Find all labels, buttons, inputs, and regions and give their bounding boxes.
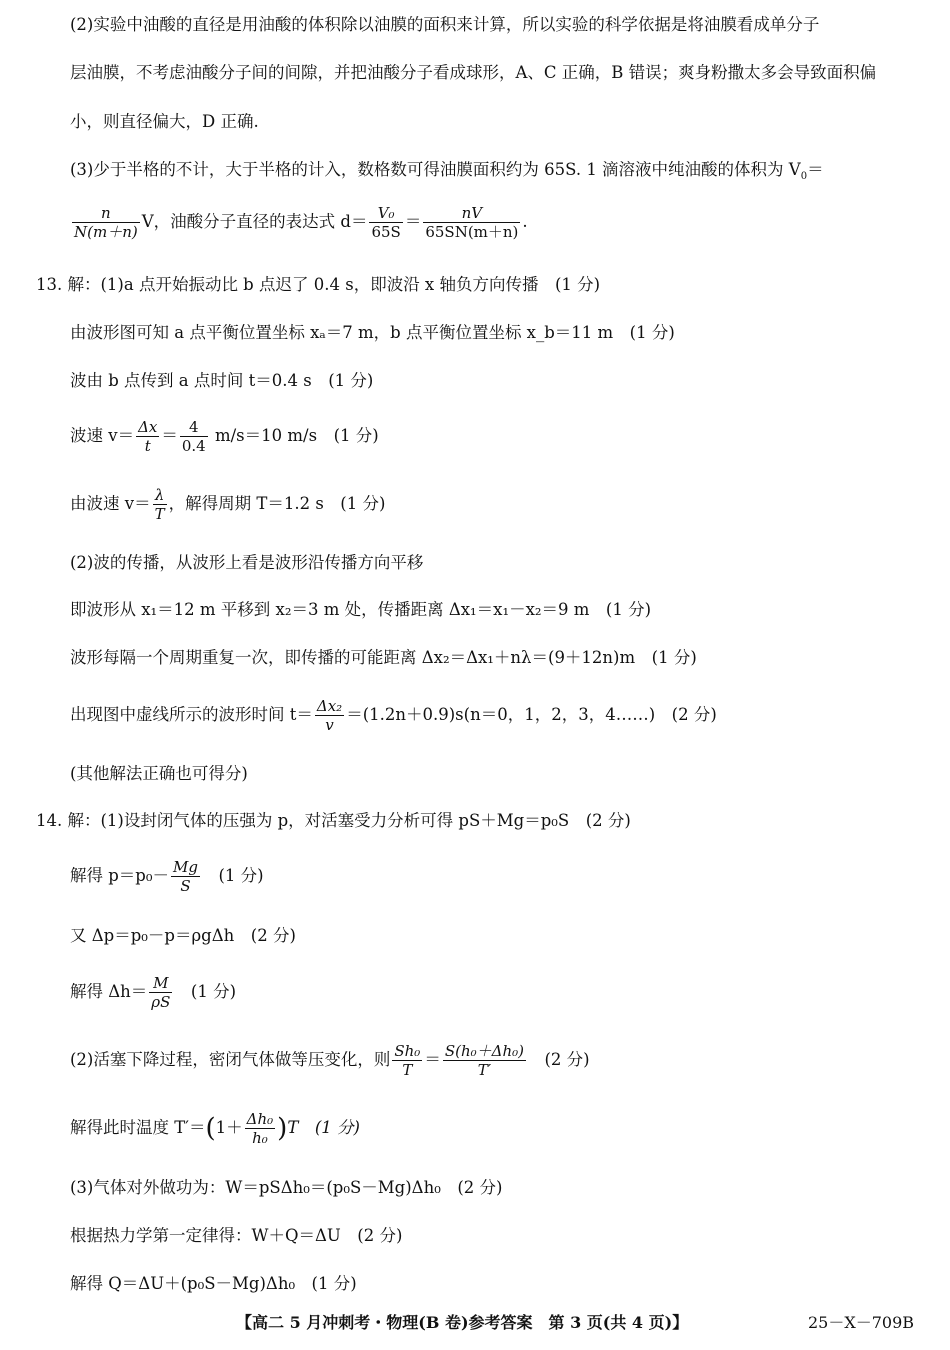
page-footer-title: 【高二 5 月冲刺考・物理(B 卷)参考答案 第 3 页(共 4 页)】: [236, 1313, 689, 1332]
pressure-label: 解得 p＝p₀－: [70, 866, 169, 885]
fraction-denominator: 65S: [371, 223, 401, 241]
answer12-part3-line2: [70, 204, 528, 241]
fraction-numerator: n: [72, 204, 140, 223]
one-plus: 1＋: [215, 1118, 243, 1137]
answer12-part3-equals: ＝: [807, 160, 824, 179]
time-result: ＝(1.2n＋0.9)s(n＝0，1，2，3，4……) (2 分): [346, 705, 717, 724]
open-paren: (: [205, 1113, 216, 1144]
answer14-line6: [70, 1110, 360, 1147]
time-label: 出现图中虚线所示的波形时间 t＝: [70, 705, 313, 724]
answer12-part3-text: (3)少于半格的不计，大于半格的计入，数格数可得油膜面积约为 65S. 1 滴溶液中纯油酸的体积为 V: [70, 160, 801, 179]
answer12-part2-line3: 小，则直径偏大，D 正确.: [70, 112, 259, 131]
fraction-denominator: T: [402, 1061, 413, 1079]
answer12-part3-subscript: 0: [800, 171, 808, 182]
fraction-denominator: N(m＋n): [74, 223, 138, 241]
period-label: 由波速 v＝: [70, 494, 151, 513]
answer12-part3-end: .: [522, 212, 528, 231]
fraction-denominator: h₀: [252, 1129, 268, 1147]
answer14-line9: 解得 Q＝ΔU＋(p₀S－Mg)Δh₀ (1 分): [70, 1274, 357, 1293]
answer12-part2-line1: (2)实验中油酸的直径是用油酸的体积除以油膜的面积来计算，所以实验的科学依据是将油膜看成单分子: [70, 15, 820, 34]
fraction-numerator: Δh₀: [246, 1110, 274, 1128]
fraction-numerator: S(h₀＋Δh₀): [444, 1042, 524, 1060]
answer13-note: (其他解法正确也可得分): [70, 764, 248, 783]
fraction-numerator: nV: [423, 204, 520, 223]
fraction-denominator: v: [325, 716, 334, 734]
close-paren: ): [277, 1113, 288, 1144]
temperature-score: T (1 分): [287, 1118, 360, 1137]
period-result: ，解得周期 T＝1.2 s (1 分): [168, 494, 386, 513]
answer12-part3-mid: V，油酸分子直径的表达式 d＝: [141, 212, 368, 231]
fraction-V0-over-65S: [369, 204, 402, 241]
fraction-Mg-over-S: [171, 858, 200, 895]
delta-h-score: (1 分): [174, 982, 237, 1001]
answer12-part2-line2: 层油膜，不考虑油酸分子间的间隙，并把油酸分子看成球形，A、C 正确，B 错误；爽身粉撒太多会导致面积偏: [70, 63, 877, 82]
answer12-part3-line1: [70, 159, 824, 188]
isobaric-label: (2)活塞下降过程，密闭气体做等压变化，则: [70, 1050, 391, 1069]
fraction-denominator: S: [180, 877, 191, 895]
fraction-n-over-N: [72, 204, 140, 241]
fraction-nV-over-65SN: [423, 204, 520, 241]
equals-sign: ＝: [424, 1050, 441, 1069]
answer13-line8: 波形每隔一个周期重复一次，即传播的可能距离 Δx₂＝Δx₁＋nλ＝(9＋12n)m (1 分): [70, 648, 697, 667]
answer12-part3-eq: ＝: [404, 212, 422, 231]
fraction-dh0-over-h0: [245, 1110, 276, 1147]
fraction-4-over-0.4: [180, 418, 208, 455]
answer13-line9: [70, 697, 717, 734]
answer14-line3: 又 Δp＝p₀－p＝ρgΔh (2 分): [70, 926, 296, 945]
answer13-line2: 由波形图可知 a 点平衡位置坐标 xₐ＝7 m，b 点平衡位置坐标 x_b＝11 m (1 分): [70, 323, 675, 342]
wave-speed-label: 波速 v＝: [70, 426, 135, 445]
wave-speed-result: m/s＝10 m/s (1 分): [209, 426, 379, 445]
answer13-line6: (2)波的传播，从波形上看是波形沿传播方向平移: [70, 553, 424, 572]
fraction-lambda-over-T: [153, 486, 167, 523]
equals-sign: ＝: [161, 426, 178, 445]
delta-h-label: 解得 Δh＝: [70, 982, 148, 1001]
fraction-dx2-over-v: [315, 697, 344, 734]
answer14-line4: [70, 974, 236, 1011]
fraction-Sh0-over-T: [392, 1042, 422, 1079]
fraction-denominator: 65SN(m＋n): [425, 223, 519, 241]
fraction-numerator: λ: [153, 486, 167, 505]
answer13-line3: 波由 b 点传到 a 点时间 t＝0.4 s (1 分): [70, 371, 374, 390]
fraction-denominator: t: [144, 437, 151, 455]
answer14-line7: (3)气体对外做功为：W＝pSΔh₀＝(p₀S－Mg)Δh₀ (2 分): [70, 1178, 503, 1197]
fraction-denominator: ρS: [151, 993, 171, 1011]
temperature-label: 解得此时温度 T′＝: [70, 1118, 206, 1137]
fraction-denominator: T: [154, 505, 165, 523]
fraction-denominator: 0.4: [181, 437, 206, 455]
answer14-line8: 根据热力学第一定律得：W＋Q＝ΔU (2 分): [70, 1226, 403, 1245]
fraction-numerator: Δx: [138, 418, 158, 436]
answer13-line5: [70, 486, 385, 523]
fraction-denominator: T′: [477, 1061, 492, 1079]
fraction-numerator: Sh₀: [394, 1042, 421, 1060]
fraction-numerator: M: [149, 974, 172, 993]
answer13-line7: 即波形从 x₁＝12 m 平移到 x₂＝3 m 处，传播距离 Δx₁＝x₁－x₂＝9 m (1 分): [70, 600, 652, 619]
answer13-line1: 13. 解：(1)a 点开始振动比 b 点迟了 0.4 s，即波沿 x 轴负方向传播 (1 分): [36, 275, 601, 294]
fraction-Sh0dh0-over-Tprime: [443, 1042, 526, 1079]
fraction-numerator: 4: [180, 418, 208, 437]
answer13-line4: [70, 418, 379, 455]
fraction-dx-over-t: [136, 418, 159, 455]
answer14-line5: [70, 1042, 590, 1079]
fraction-numerator: V₀: [369, 204, 402, 223]
fraction-M-over-rhoS: [149, 974, 172, 1011]
isobaric-score: (2 分): [528, 1050, 590, 1069]
pressure-score: (1 分): [201, 866, 264, 885]
answer14-line2: [70, 858, 264, 895]
page-footer-code: 25－X－709B: [808, 1313, 915, 1332]
answer14-line1: 14. 解：(1)设封闭气体的压强为 p，对活塞受力分析可得 pS＋Mg＝p₀S (2 分): [36, 811, 631, 830]
fraction-numerator: Mg: [172, 858, 198, 876]
fraction-numerator: Δx₂: [316, 697, 343, 715]
